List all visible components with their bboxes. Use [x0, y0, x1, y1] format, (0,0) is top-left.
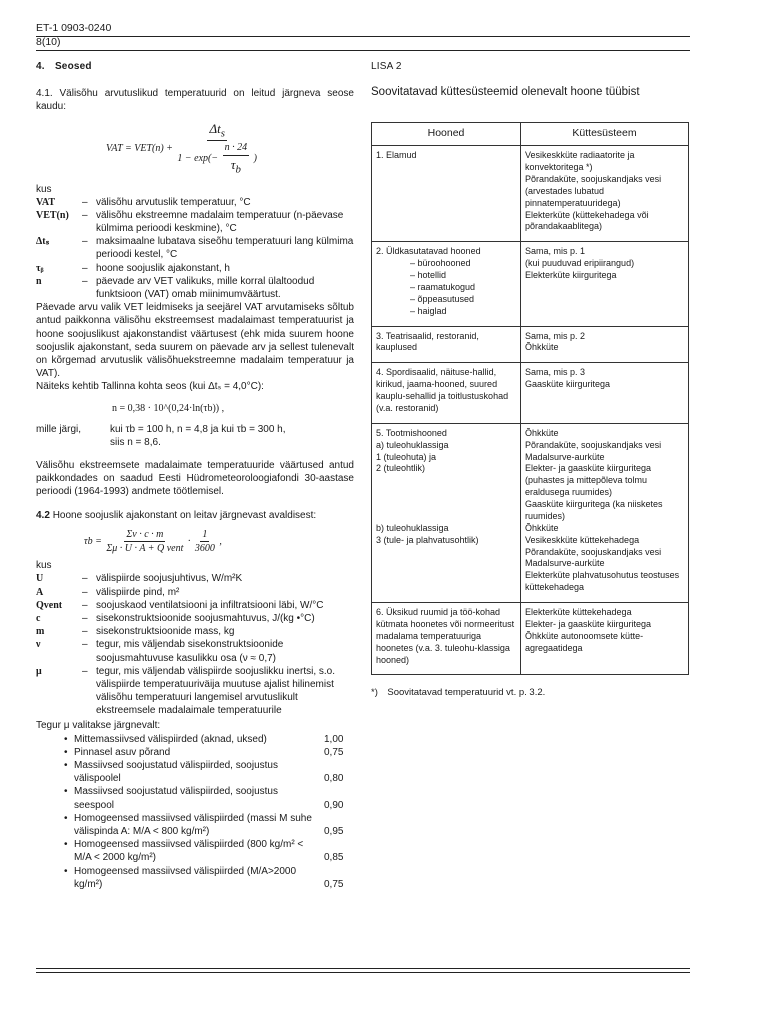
cell-line: Elekterküte (küttekehadega või põrandakaablitega) [525, 209, 649, 232]
vat-formula-num: Δt [209, 120, 221, 136]
cell-line [376, 511, 516, 523]
definition-text: välisõhu ekstreemne madalaim temperatuur (n-päevase külmima perioodi keskmine), °C [96, 209, 344, 235]
tegur-item-text: Mittemassiivsed välispiirded (aknad, uksed) [74, 733, 267, 745]
definition-item: ν – tegur, mis väljendab sisekonstruktsioonide soojusmahtuvuse kasulikku osa (ν ≈ 0,7) [36, 638, 354, 664]
tallinn-formula: n = 0,38 · 10^(0,24·ln(τb)) , [112, 402, 225, 414]
cell-kuttesusteem [521, 326, 689, 363]
tegur-list [36, 733, 354, 891]
tegur-item-text: Homogeensed massiivsed välispiirded (800 kg/m² < M/A < 2000 kg/m²) [74, 839, 304, 864]
right-column [371, 60, 689, 700]
cell-line: – büroohooned [410, 258, 471, 269]
header-rule-bottom [36, 50, 690, 51]
definition-symbol: ν [36, 639, 41, 651]
cell-line: 4. Spordisaalid, näituse-hallid, kirikud, jaama-hooned, suured kauplu-sehallid ja toitlustuskohad (v.a. restoranid) [376, 367, 509, 413]
definition-symbol: VAT [36, 196, 56, 208]
tegur-item [36, 746, 354, 759]
cell-line: 2 (tuleohtlik) [376, 463, 426, 474]
tegur-item-value: 0,75 [324, 746, 344, 758]
cell-line: Madalsurve-aurküte [525, 451, 605, 462]
kus-label: kus [36, 183, 52, 195]
definition-item: c – sisekonstruktsioonide soojusmahtuvus, J/(kg •°C) [36, 612, 354, 625]
col-kuttesusteem: Küttesüsteem [521, 123, 689, 146]
mille-label: mille järgi, [36, 423, 82, 435]
cell-hooned [372, 146, 521, 242]
definition-text: välisõhu arvutuslik temperatuur, °C [96, 196, 251, 208]
tegur-item [36, 812, 354, 838]
tegur-item-value: 0,85 [324, 852, 344, 864]
tau-formula: τb = $\frac{\Sigma\nu \cdot c \cdot m}{\text{Σμ · U · A + Q vent}}$ · $\frac{1}{3600}$ , [84, 528, 222, 554]
cell-line: Põrandaküte, soojuskandjaks vesi (arvestades lubatud pinnatemperatuuridega) [525, 173, 662, 208]
cell-hooned [372, 423, 521, 602]
cell-line: Põrandaküte, soojuskandjaks vesi [525, 546, 662, 557]
definition-symbol: c [36, 612, 41, 624]
definition-symbol: m [36, 626, 45, 638]
tegur-item-text: Homogeensed massiivsed välispiirded (M/A>2000 kg/m²) [74, 865, 297, 890]
definition-item: μ – tegur, mis väljendab välispiirde soojuslikku inertsi, s.o. välispiirde temperatuuriväija muutuse ajalist hilinemist välisõhu temperatuuri langemisel arvutuslikult ekstreemsele madalaimale temperatuurile [36, 665, 354, 718]
cell-hooned [372, 242, 521, 326]
tegur-item-value: 0,75 [324, 878, 344, 890]
definition-item: n – päevade arv VET valikuks, mille korral ülaltoodud funktsioon (VAT) omab miinimumväärtust. [36, 275, 354, 301]
tegur-item-text: Massiivsed soojustatud välispiirded, soojustus seespool [74, 786, 278, 811]
paragraph-4-1: 4.1. Välisõhu arvutuslikud temperatuurid on leitud järgneva seose kaudu: [36, 88, 354, 113]
tegur-item-value: 0,90 [324, 799, 344, 811]
bullet-icon: • [64, 746, 68, 758]
bullet-icon: • [64, 865, 68, 877]
vat-formula-lhs: VAT = VET(n) + [106, 142, 173, 154]
cell-line: 5. Tootmishooned [376, 427, 447, 438]
cell-line: Sama, mis p. 1 [525, 246, 586, 257]
definition-symbol: μ [36, 665, 42, 677]
footer-rule-1 [36, 968, 690, 969]
cell-line: 2. Üldkasutatavad hooned [376, 246, 481, 257]
cell-kuttesusteem [521, 423, 689, 602]
definition-text: päevade arv VET valikuks, mille korral ülaltoodud funktsioon (VAT) omab miinimumväärtust. [96, 275, 315, 300]
cell-line: b) tuleohuklassiga [376, 522, 449, 533]
definition-text: sisekonstruktsioonide soojusmahtuvus, J/(kg •°C) [96, 612, 315, 624]
tegur-item-value: 0,95 [324, 825, 344, 837]
paragraph-valisohu: Välisõhu ekstreemsete madalaimate temperatuuride väärtused antud paikkondades on saadud Eesti Hüdrometeoroloogiafondi 30-aastase perioodi (1964-1993) andmete töötlemisel. [36, 460, 354, 498]
definition-symbol: VET(n) [36, 209, 69, 221]
definition-text: maksimaalne lubatava siseõhu temperatuuri lang külmima perioodi kestel, °C [96, 236, 354, 261]
cell-line: Elekter- ja gaasküte kiirguritega (puhastes ja mittepõleva tolmu eraldusega ruumides) [525, 463, 652, 498]
definition-item: VET(n) – välisõhu ekstreemne madalaim temperatuur (n-päevase külmima perioodi keskmine), °C [36, 209, 354, 235]
cell-line: – hotellid [410, 270, 447, 281]
section-title: 4. Seosed [36, 61, 92, 72]
cell-line: Madalsurve-aurküte [525, 558, 605, 569]
definition-symbol: Qvent [36, 599, 63, 611]
definition-symbol: n [36, 275, 42, 287]
cell-line: Gaasküte kiirguritega [525, 379, 611, 390]
paragraph-naiteks: Näiteks kehtib Tallinna kohta seos (kui Δtₛ = 4,0°C): [36, 381, 264, 393]
bullet-icon: • [64, 839, 68, 851]
mille-line-1: kui τb = 100 h, n = 4,8 ja kui τb = 300 h, [110, 423, 286, 435]
definition-item: τᵦ – hoone soojuslik ajakonstant, h [36, 262, 354, 275]
definitions-list-2 [36, 572, 354, 717]
definition-text: tegur, mis väljendab välispiirde soojuslikku inertsi, s.o. välispiirde temperatuuriväija muutuse ajalist hilinemist välisõhu temperatuuri langemisel arvutuslikult ekstreemsele madalaimale temperatuurile [96, 665, 335, 717]
cell-hooned [372, 603, 521, 675]
table-row [372, 326, 689, 363]
tegur-title: Tegur μ valitakse järgnevalt: [36, 720, 161, 732]
definition-text: soojuskaod ventilatsiooni ja infiltratsiooni läbi, W/°C [96, 599, 324, 611]
cell-line: 3. Teatrisaalid, restoranid, kauplused [376, 330, 479, 353]
table-footnote: *) Soovitatavad temperatuurid vt. p. 3.2. [371, 687, 546, 699]
cell-line: Vesikeskküte radiaatorite ja konvektoritega *) [525, 150, 635, 173]
definition-item: Qvent – soojuskaod ventilatsiooni ja infiltratsiooni läbi, W/°C [36, 599, 354, 612]
definition-text: välispiirde soojusjuhtivus, W/m²K [96, 573, 243, 585]
tegur-item [36, 838, 354, 864]
cell-line: – raamatukogud [410, 281, 476, 292]
cell-line: a) tuleohuklassiga [376, 439, 449, 450]
cell-line [376, 475, 516, 487]
bullet-icon: • [64, 786, 68, 798]
cell-kuttesusteem [521, 146, 689, 242]
definition-symbol: Δtₛ [36, 236, 50, 248]
tegur-item [36, 733, 354, 746]
definition-item: A – välispiirde pind, m² [36, 586, 354, 599]
cell-kuttesusteem [521, 363, 689, 424]
definition-symbol: U [36, 573, 44, 585]
definitions-list-1 [36, 196, 354, 302]
heating-systems-table [371, 122, 689, 675]
document-code: ET-1 0903-0240 [36, 22, 112, 34]
definition-symbol: A [36, 586, 44, 598]
cell-line: Elekterküte küttekehadega [525, 607, 632, 618]
paragraph-4-2: 4.2 Hoone soojuslik ajakonstant on leitav järgnevast avaldisest: [36, 509, 317, 521]
lisa-title: Soovitatavad küttesüsteemid olenevalt hoone tüübist [371, 86, 640, 99]
vat-formula: VAT = VET(n) + $\Delta t_s$ 1 − exp(− $\frac{n \cdot 24}{\tau_b}$ ) [106, 120, 257, 176]
footer-rule-2 [36, 972, 690, 973]
table-row [372, 363, 689, 424]
definition-symbol: τᵦ [36, 262, 44, 274]
header-rule-top [36, 36, 690, 37]
table-row [372, 242, 689, 326]
cell-hooned [372, 326, 521, 363]
tegur-item [36, 785, 354, 811]
cell-kuttesusteem [521, 242, 689, 326]
definition-text: sisekonstruktsioonide mass, kg [96, 626, 235, 638]
cell-line: Sama, mis p. 3 [525, 367, 586, 378]
cell-line: Vesikeskküte küttekehadega [525, 534, 640, 545]
definition-item: Δtₛ – maksimaalne lubatava siseõhu temperatuuri lang külmima perioodi kestel, °C [36, 236, 354, 261]
cell-line: Õhkküte [525, 342, 559, 353]
cell-line: Põrandaküte, soojuskandjaks vesi [525, 439, 662, 450]
col-hooned: Hooned [372, 123, 521, 146]
cell-line: 1 (tuleohuta) ja [376, 451, 437, 462]
cell-line [376, 487, 516, 499]
mille-block [36, 423, 354, 449]
table-header-row [372, 123, 689, 146]
tegur-item-value: 0,80 [324, 773, 344, 785]
tegur-item-value: 1,00 [324, 733, 344, 745]
definition-text: välispiirde pind, m² [96, 586, 180, 598]
cell-kuttesusteem [521, 603, 689, 675]
mille-line-2: siis n = 8,6. [110, 436, 161, 448]
table-row [372, 603, 689, 675]
kus-label-2: kus [36, 560, 52, 572]
cell-line: – haiglad [410, 305, 447, 316]
definition-text: hoone soojuslik ajakonstant, h [96, 262, 230, 274]
paragraph-paevade: Päevade arvu valik VET leidmiseks ja seejärel VAT arvutamiseks sõltub antud paikkonna välisõhu ekstreemsest madalaimast temperatuurist ja hoone soojuslikust ajakonstandist väärtusest (ehk mida suurem hoone soojuslik ajakonstant, seda suurem on päevade arv ja sellest tulenevalt on kõrgemad arvutuslik välisõhuekstreemne madalaim temperatuur ja VAT). [36, 302, 354, 380]
cell-line [376, 499, 516, 511]
definition-item: m – sisekonstruktsioonide mass, kg [36, 625, 354, 638]
bullet-icon: • [64, 733, 68, 745]
cell-line: Elekterküte plahvatusohutus teostuses küttekehadega [525, 570, 680, 593]
cell-line: Õhkküte autonoomsete kütte-agregaatidega [525, 630, 644, 653]
cell-line: Elekter- ja gaasküte kiirguritega [525, 618, 652, 629]
cell-line: Õhkküte [525, 427, 559, 438]
definition-text: tegur, mis väljendab sisekonstruktsioonide soojusmahtuvuse kasulikku osa (ν ≈ 0,7) [96, 639, 284, 664]
cell-hooned [372, 363, 521, 424]
definition-item: VAT – välisõhu arvutuslik temperatuur, °C [36, 196, 354, 209]
bullet-icon: • [64, 760, 68, 771]
cell-line: Elekterküte kiirguritega [525, 270, 617, 281]
table-row [372, 423, 689, 602]
cell-line: 6. Üksikud ruumid ja töö-kohad kütmata hoonetes või normeeritust madalama temperatuuriga hoonetes (v.a. 3. tuleohu-klassiga hooned) [376, 607, 515, 665]
tegur-item [36, 759, 354, 785]
tegur-item-text: Massiivsed soojustatud välispiirded, soojustus välispoolel [74, 760, 278, 785]
page-number: 8(10) [36, 36, 61, 48]
tegur-item [36, 865, 354, 891]
cell-line: Sama, mis p. 2 [525, 330, 586, 341]
cell-line: (kui puuduvad eripiirangud) [525, 258, 635, 269]
cell-line: 3 (tule- ja plahvatusohtlik) [376, 534, 479, 545]
left-column [36, 60, 354, 891]
tegur-item-text: Pinnasel asuv põrand [74, 746, 171, 758]
bullet-icon: • [64, 812, 68, 824]
definition-item: U – välispiirde soojusjuhtivus, W/m²K [36, 572, 354, 585]
cell-line: 1. Elamud [376, 150, 417, 161]
cell-line: Õhkküte [525, 522, 559, 533]
cell-line: Gaasküte kiirguritega (ka niisketes ruumides) [525, 499, 663, 521]
tegur-item-text: Homogeensed massiivsed välispiirded (massi M suhe välispinda A: M/A < 800 kg/m²) [74, 812, 312, 837]
table-row [372, 146, 689, 242]
cell-line: – õppeasutused [410, 293, 475, 304]
lisa-label: LISA 2 [371, 61, 402, 72]
